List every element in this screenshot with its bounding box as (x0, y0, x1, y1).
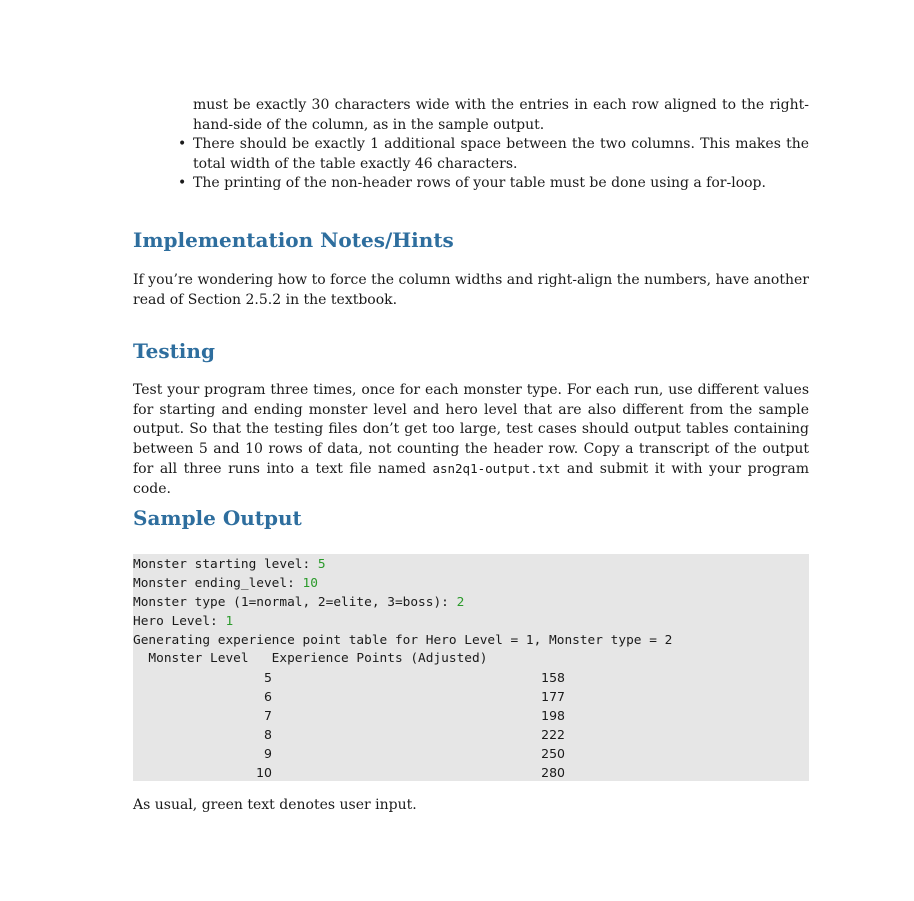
bullet-icon: • (178, 175, 187, 191)
monster-level-cell: 6 (264, 689, 272, 705)
list-item-text: There should be exactly 1 additional space between the two columns. This makes the total width of the table exactly 46 characters. (193, 136, 809, 172)
table-row (133, 745, 809, 764)
sample-output-console (133, 554, 809, 781)
section-heading-implementation: Implementation Notes/Hints (133, 228, 454, 252)
list-item-text: must be exactly 30 characters wide with the entries in each row aligned to the right-hand-side of the column, as in the sample output. (193, 97, 809, 133)
experience-points-cell: 158 (541, 670, 565, 686)
section-heading-sample-output: Sample Output (133, 506, 302, 530)
table-row (133, 669, 809, 688)
implementation-paragraph: If you’re wondering how to force the column widths and right-align the numbers, have another read of Section 2.5.2 in the textbook. (133, 272, 809, 308)
monster-level-cell: 9 (264, 745, 272, 761)
table-header: Monster Level Experience Points (Adjusted) (133, 651, 488, 667)
console-user-input: 5 (317, 557, 326, 572)
console-prompt: Monster ending_level: (133, 575, 303, 591)
testing-paragraph (133, 381, 809, 499)
experience-points-cell: 280 (541, 764, 565, 780)
console-line (133, 594, 809, 613)
list-item (133, 135, 809, 174)
experience-points-cell: 250 (541, 745, 565, 761)
console-prompt: Monster starting level: (133, 557, 318, 572)
table-row (133, 764, 809, 783)
monster-level-cell: 10 (256, 764, 272, 780)
console-prompt: Monster type (1=normal, 2=elite, 3=boss): (133, 594, 457, 610)
console-line (133, 556, 809, 575)
console-line (133, 613, 809, 632)
list-item-text: The printing of the non-header rows of your table must be done using a for-loop. (193, 175, 766, 191)
console-line (133, 575, 809, 594)
output-filename: asn2q1-output.txt (432, 461, 561, 476)
list-item (133, 96, 809, 135)
monster-level-cell: 7 (264, 708, 272, 724)
console-prompt: Generating experience point table for Hero Level = 1, Monster type = 2 (133, 632, 673, 648)
testing-text-end: and submit it with your program code. (133, 461, 809, 497)
console-user-input: 2 (456, 594, 465, 610)
monster-level-cell: 8 (264, 727, 272, 743)
requirements-list (133, 96, 809, 194)
table-row (133, 688, 809, 707)
table-row (133, 707, 809, 726)
section-heading-testing: Testing (133, 339, 215, 363)
monster-level-cell: 5 (264, 670, 272, 686)
sample-output-note: As usual, green text denotes user input. (133, 797, 417, 813)
console-prompt: Hero Level: (133, 613, 226, 629)
list-item (133, 174, 809, 194)
table-row (133, 726, 809, 745)
experience-points-cell: 177 (541, 689, 565, 705)
console-user-input: 10 (302, 575, 318, 591)
experience-points-cell: 198 (541, 708, 565, 724)
experience-points-cell: 222 (541, 727, 565, 743)
bullet-icon: • (178, 136, 187, 152)
console-line (133, 632, 809, 651)
testing-text: Test your program three times, once for each monster type. For each run, use different values for starting and ending monster level and hero level that are also different from the sample output. So that the testing files don’t get too large, test cases should output tables containing between 5 and 10 rows of data, not counting the header row. Copy a transcript of the output for all three runs into a text file named (133, 382, 809, 477)
console-user-input: 1 (225, 613, 234, 629)
